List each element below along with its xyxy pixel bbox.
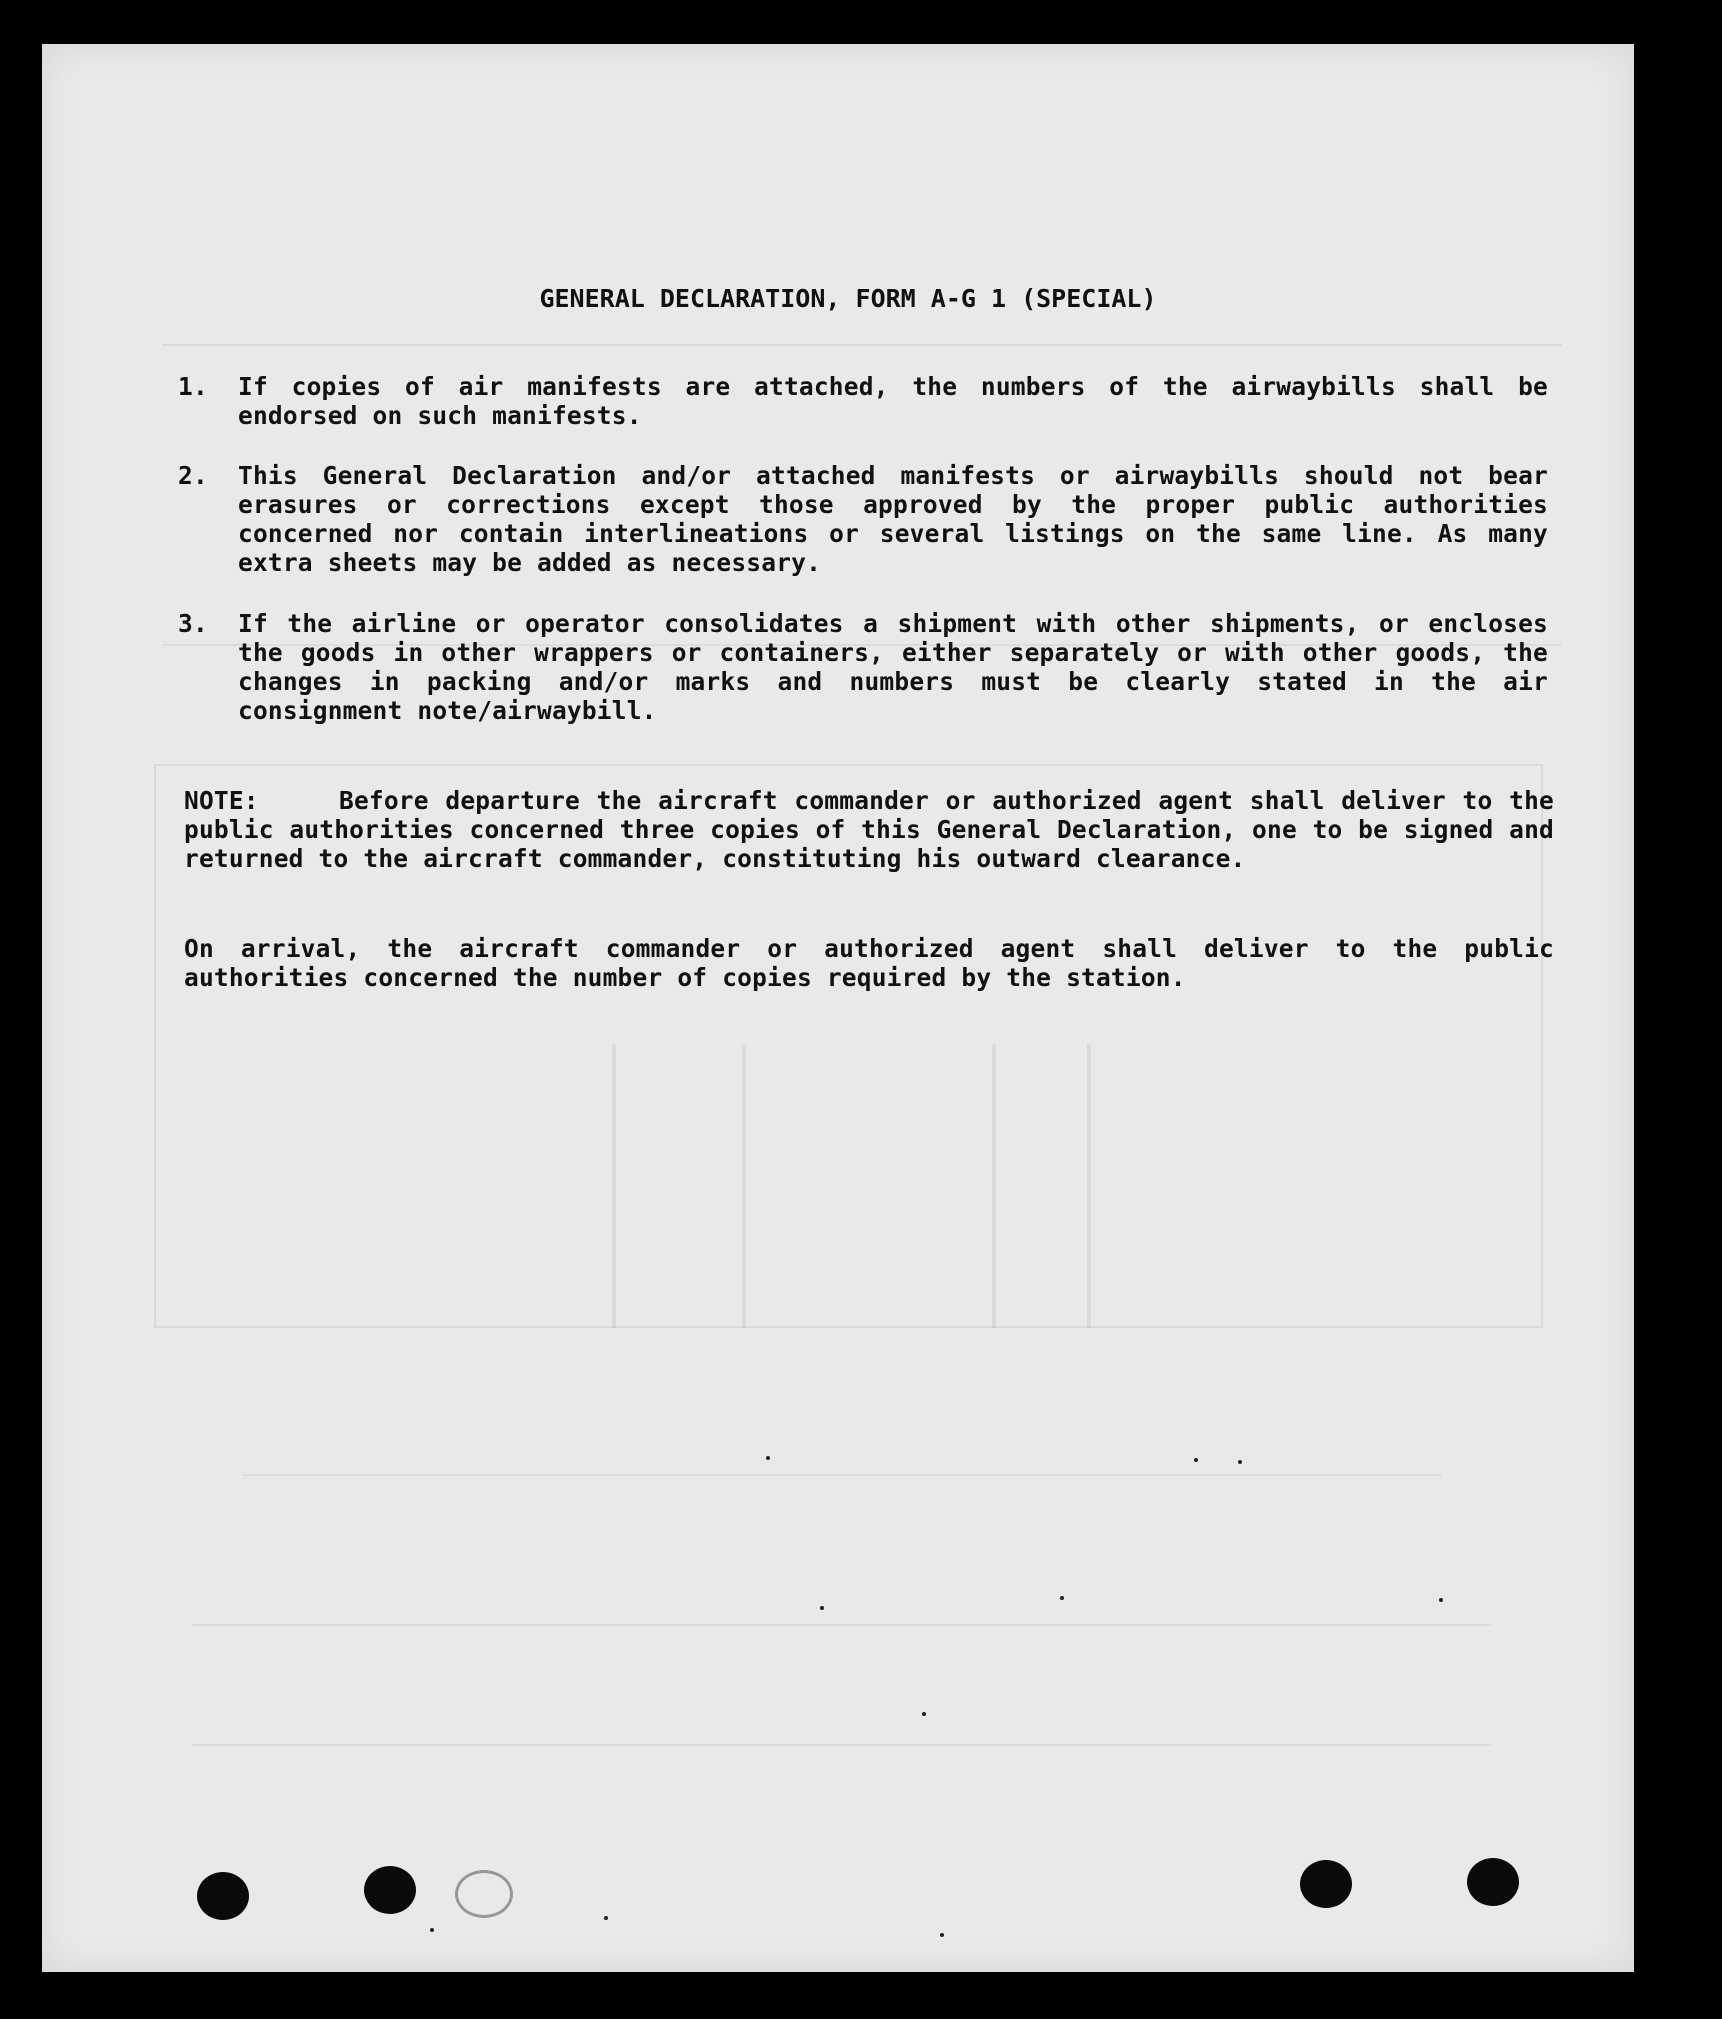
punch-hole xyxy=(1300,1860,1352,1908)
bleed-through-line xyxy=(162,344,1562,346)
bleed-through-column xyxy=(992,1044,996,1328)
document-page xyxy=(42,44,1634,1972)
note-label: NOTE: xyxy=(184,786,259,815)
speck xyxy=(1194,1458,1198,1462)
punch-hole-ring xyxy=(455,1870,513,1918)
arrival-note xyxy=(184,934,1554,992)
arrival-text: On arrival, the aircraft commander or authorized agent shall deliver to the public authorities concerned the number of copies required by the station. xyxy=(184,934,1554,992)
bleed-through-line xyxy=(192,1744,1492,1746)
item-number: 3. xyxy=(178,609,208,638)
speck xyxy=(940,1933,944,1937)
speck xyxy=(820,1606,824,1610)
item-text: This General Declaration and/or attached manifests or airwaybills should not bear erasures or corrections except those approved by the proper public authorities concerned nor contain interlineations or several listings on the same line. As many extra sheets may be added as necessary. xyxy=(238,461,1548,577)
item-number: 1. xyxy=(178,372,208,401)
note-text: Before departure the aircraft commander or authorized agent shall deliver to the public authorities concerned three copies of this General Declaration, one to be signed and returned to the aircraft commander, constituting his outward clearance. xyxy=(184,786,1554,873)
document-title: GENERAL DECLARATION, FORM A-G 1 (SPECIAL) xyxy=(539,284,1157,313)
punch-hole xyxy=(197,1872,249,1920)
bleed-through-column xyxy=(742,1044,746,1328)
punch-hole xyxy=(364,1866,416,1914)
item-number: 2. xyxy=(178,461,208,490)
bleed-through-line xyxy=(192,1624,1492,1626)
bleed-through-column xyxy=(612,1044,616,1328)
item-text: If copies of air manifests are attached, the numbers of the airwaybills shall be endorsed on such manifests. xyxy=(238,372,1548,430)
punch-hole xyxy=(1467,1858,1519,1906)
departure-note xyxy=(184,786,1554,873)
speck xyxy=(766,1456,770,1460)
speck xyxy=(1060,1596,1064,1600)
speck xyxy=(1439,1598,1443,1602)
bleed-through-line xyxy=(242,1474,1442,1476)
speck xyxy=(922,1712,926,1716)
speck xyxy=(430,1928,434,1932)
speck xyxy=(604,1916,608,1920)
bleed-through-column xyxy=(1087,1044,1091,1328)
item-text: If the airline or operator consolidates a shipment with other shipments, or encloses the goods in other wrappers or containers, either separately or with other goods, the changes in packing and/or marks and numbers must be clearly stated in the air consignment note/airwaybill. xyxy=(238,609,1548,725)
speck xyxy=(1238,1460,1242,1464)
